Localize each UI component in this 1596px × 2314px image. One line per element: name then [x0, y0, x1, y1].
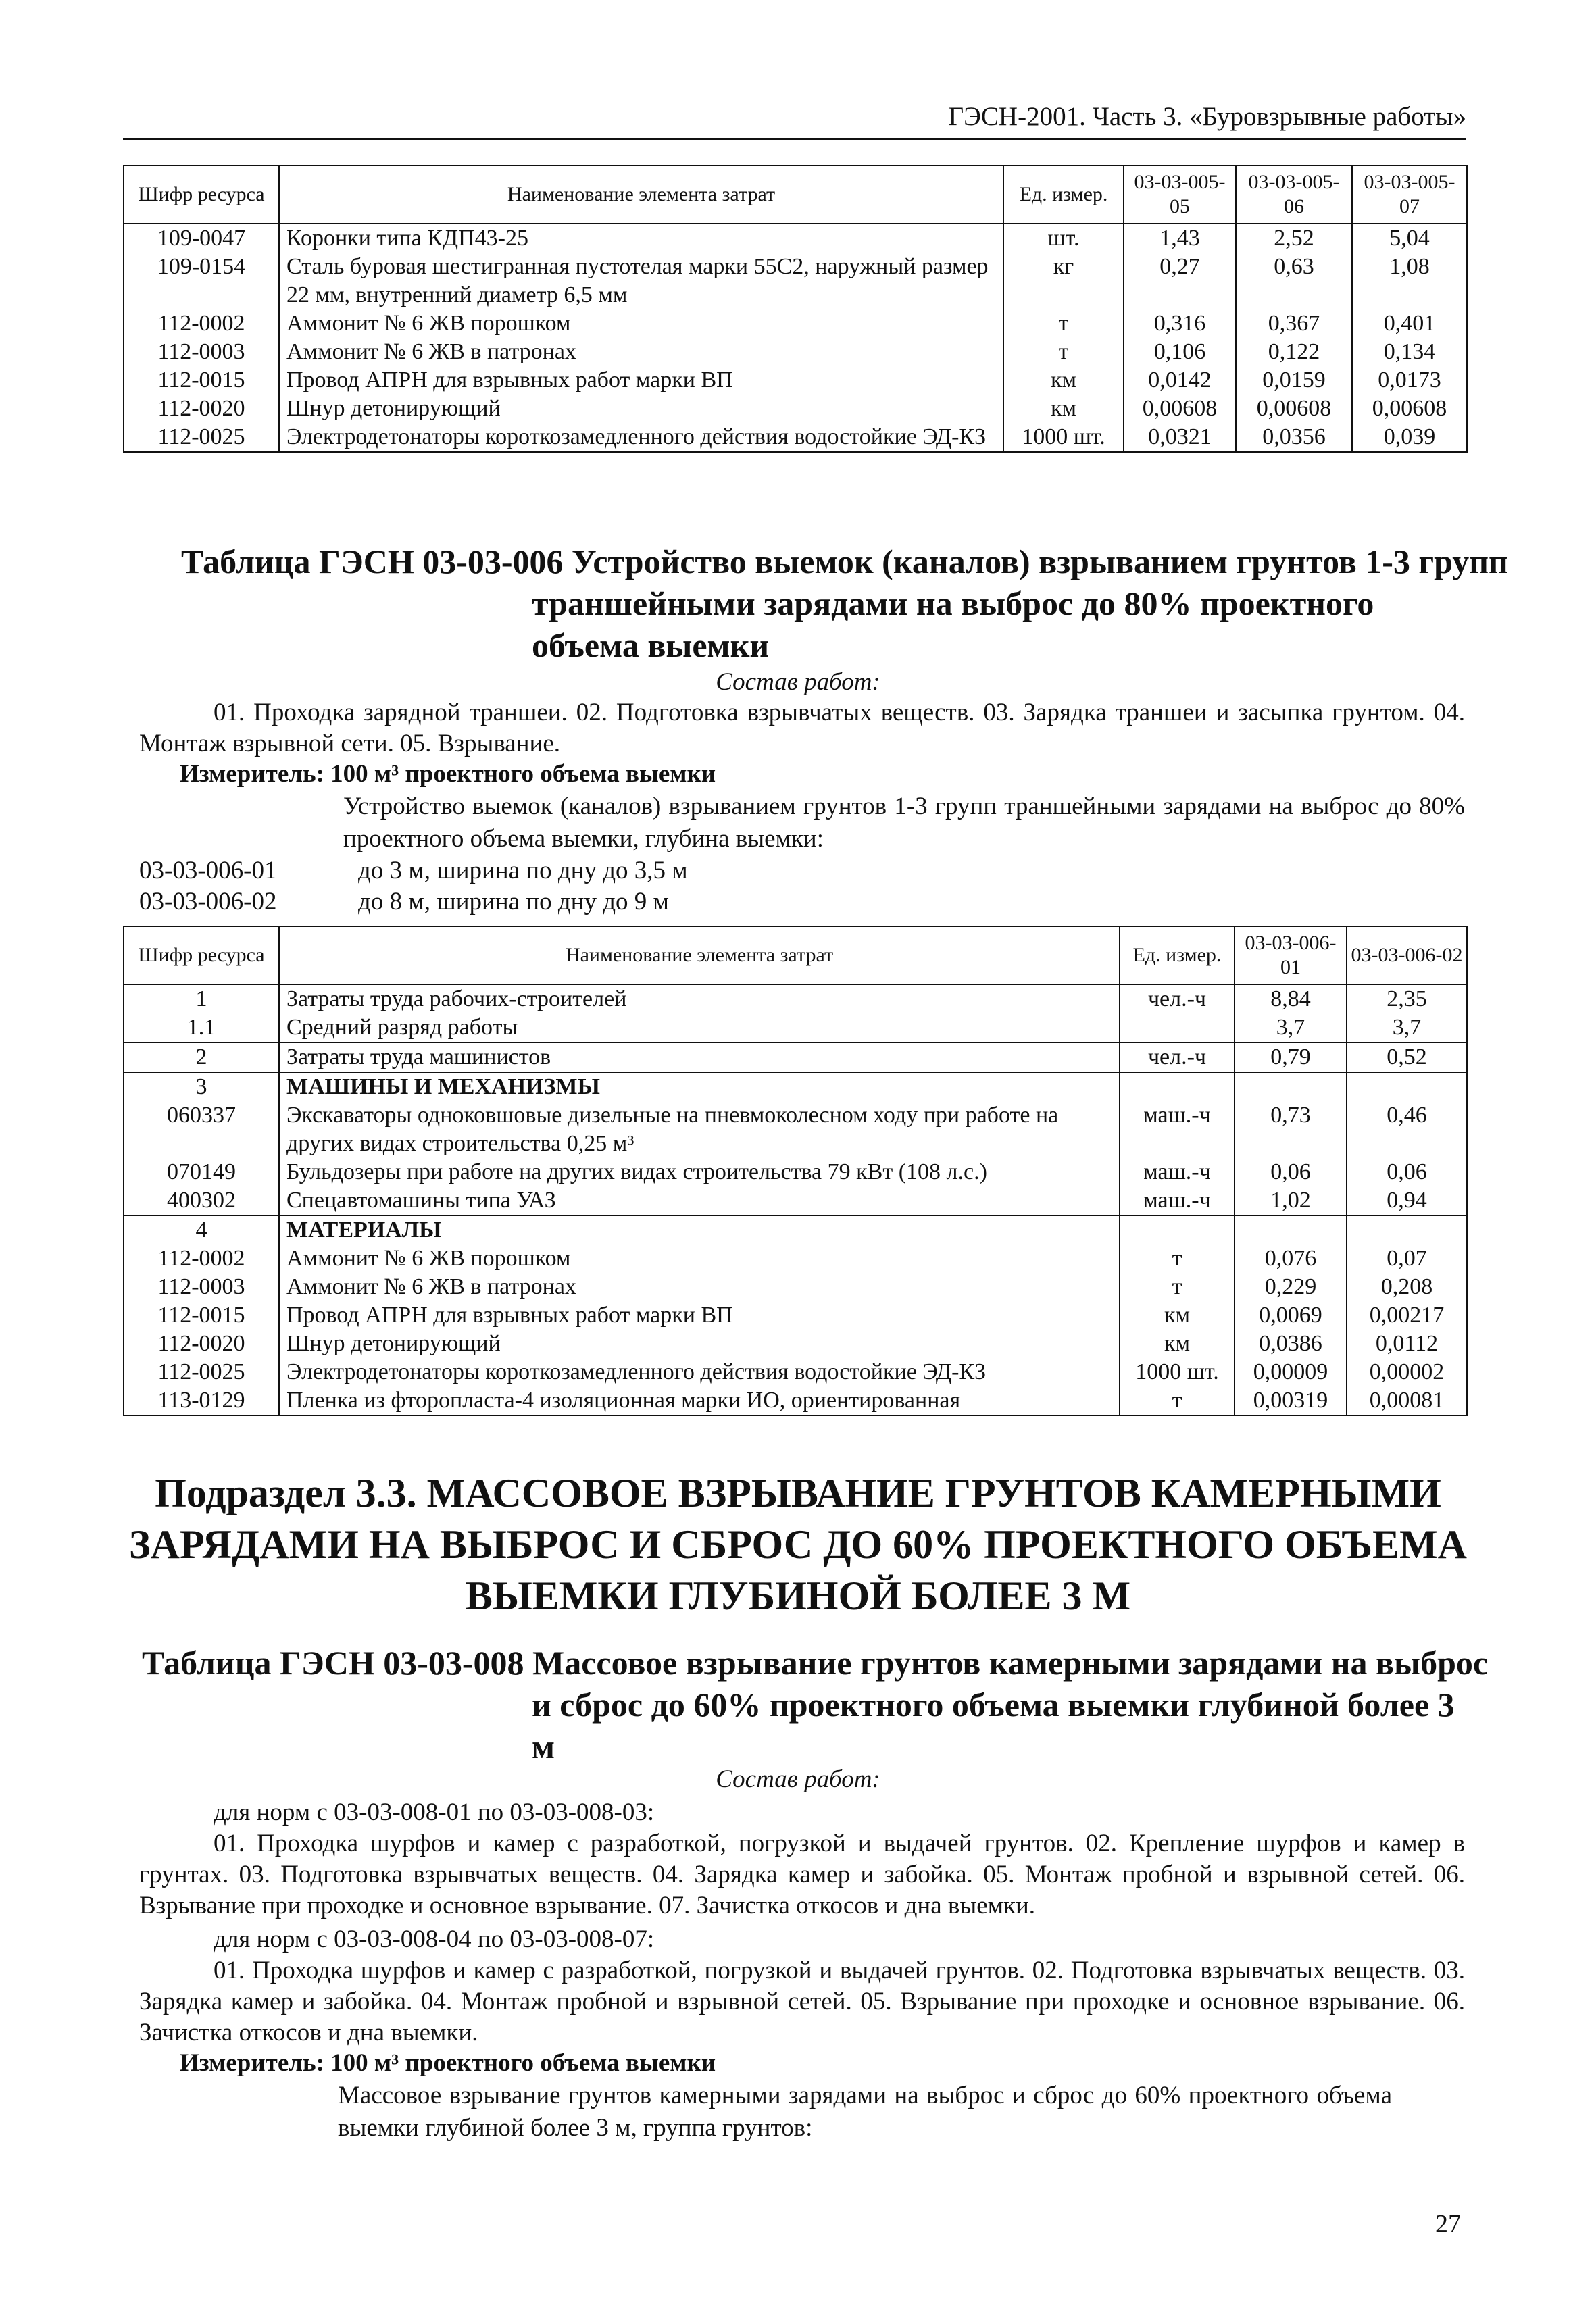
norm-value: 0,00319 — [1235, 1386, 1347, 1415]
table-row — [124, 1042, 1467, 1072]
resource-code: 112-0020 — [124, 395, 279, 423]
norm-value: 0,039 — [1352, 423, 1467, 452]
unit: км — [1120, 1330, 1235, 1358]
resource-name: МАШИНЫ И МЕХАНИЗМЫ — [279, 1072, 1120, 1101]
table-row — [124, 395, 1467, 423]
norm-value — [1235, 1072, 1347, 1101]
col-header-unit: Ед. измер. — [1003, 166, 1124, 224]
resource-code: 112-0003 — [124, 338, 279, 366]
resource-code: 112-0003 — [124, 1273, 279, 1301]
works-group-label: для норм с 03-03-008-04 по 03-03-008-07: — [214, 1926, 655, 1953]
table-row — [124, 1330, 1467, 1358]
header-rule — [123, 138, 1466, 140]
table-row — [124, 1244, 1467, 1273]
resource-name: Провод АПРН для взрывных работ марки ВП — [279, 1301, 1120, 1330]
resource-code: 2 — [124, 1042, 279, 1072]
works-label: Состав работ: — [716, 1765, 880, 1793]
unit: маш.-ч — [1120, 1158, 1235, 1186]
table-row — [124, 366, 1467, 395]
norm-value: 0,0112 — [1347, 1330, 1467, 1358]
unit: км — [1003, 366, 1124, 395]
table-row — [124, 309, 1467, 338]
norm-text: до 3 м, ширина по дну до 3,5 м — [358, 857, 688, 884]
resource-name: Шнур детонирующий — [279, 1330, 1120, 1358]
norm-value: 0,122 — [1236, 338, 1352, 366]
norm-value: 0,0386 — [1235, 1330, 1347, 1358]
norm-code: 03-03-006-02 — [139, 888, 277, 915]
norm-value — [1347, 1072, 1467, 1101]
col-header-norm: 03-03-005-07 — [1352, 166, 1467, 224]
norm-value: 0,52 — [1347, 1042, 1467, 1072]
measure-unit: Измеритель: 100 м³ проектного объема выемки — [180, 760, 716, 788]
resource-code: 4 — [124, 1215, 279, 1244]
norm-value: 0,208 — [1347, 1273, 1467, 1301]
table-row — [124, 423, 1467, 452]
table-title-006-line1: Таблица ГЭСН 03-03-006 Устройство выемок (каналов) взрыванием грунтов 1-3 групп — [181, 543, 1508, 580]
norm-value: 0,401 — [1352, 309, 1467, 338]
norm-value: 0,0069 — [1235, 1301, 1347, 1330]
norm-value: 1,43 — [1124, 224, 1236, 253]
unit: т — [1003, 338, 1124, 366]
resource-name: МАТЕРИАЛЫ — [279, 1215, 1120, 1244]
subsection-title-line1: Подраздел 3.3. МАССОВОЕ ВЗРЫВАНИЕ ГРУНТОВ КАМЕРНЫМИ — [155, 1471, 1441, 1515]
table-row — [124, 1158, 1467, 1186]
works-label: Состав работ: — [716, 668, 880, 696]
table-title-006-line2: траншейными зарядами на выброс до 80% проектного — [532, 584, 1374, 622]
norm-value: 0,63 — [1236, 253, 1352, 309]
unit: кг — [1003, 253, 1124, 309]
norm-value: 0,0159 — [1236, 366, 1352, 395]
works-group-label: для норм с 03-03-008-01 по 03-03-008-03: — [214, 1799, 655, 1826]
table-title-008-line1: Таблица ГЭСН 03-03-008 Массовое взрывание грунтов камерными зарядами на выброс — [142, 1644, 1489, 1682]
norm-value: 0,0321 — [1124, 423, 1236, 452]
table-row — [124, 1301, 1467, 1330]
norm-value: 0,134 — [1352, 338, 1467, 366]
norm-description: Устройство выемок (каналов) взрыванием грунтов 1-3 групп траншейными зарядами на выброс до 80% проектного объема выемки, глубина выемки: — [343, 793, 1465, 853]
resource-code: 1 — [124, 984, 279, 1013]
col-header-code: Шифр ресурса — [124, 166, 279, 224]
norm-value: 0,367 — [1236, 309, 1352, 338]
col-header-norm: 03-03-006-01 — [1235, 926, 1347, 984]
resource-name: Затраты труда рабочих-строителей — [279, 984, 1120, 1013]
unit: 1000 шт. — [1120, 1358, 1235, 1386]
measure-unit: Измеритель: 100 м³ проектного объема выемки — [180, 2049, 716, 2077]
col-header-name: Наименование элемента затрат — [279, 926, 1120, 984]
norm-value: 2,52 — [1236, 224, 1352, 253]
resource-name: Бульдозеры при работе на других видах строительства 79 кВт (108 л.с.) — [279, 1158, 1120, 1186]
resource-name: Спецавтомашины типа УАЗ — [279, 1186, 1120, 1215]
norm-value: 0,00009 — [1235, 1358, 1347, 1386]
table-row — [124, 253, 1467, 309]
resource-name: Экскаваторы одноковшовые дизельные на пневмоколесном ходу при работе на других видах строительства 0,25 м³ — [279, 1101, 1120, 1158]
norm-value: 0,94 — [1347, 1186, 1467, 1215]
unit: чел.-ч — [1120, 984, 1235, 1013]
works-text: 01. Проходка зарядной траншеи. 02. Подготовка взрывчатых веществ. 03. Зарядка траншеи и засыпка грунтом. 04. Монтаж взрывной сети. 05. Взрывание. — [139, 699, 1465, 757]
resource-name: Аммонит № 6 ЖВ в патронах — [279, 338, 1003, 366]
norm-value: 0,0173 — [1352, 366, 1467, 395]
page-number: 27 — [1435, 2210, 1461, 2238]
table-header-row — [124, 926, 1467, 984]
table-row — [124, 1072, 1467, 1101]
table-header-row — [124, 166, 1467, 224]
norm-value: 0,06 — [1347, 1158, 1467, 1186]
col-header-norm: 03-03-005-06 — [1236, 166, 1352, 224]
norm-value: 0,00608 — [1236, 395, 1352, 423]
works-group-text: 01. Проходка шурфов и камер с разработкой, погрузкой и выдачей грунтов. 02. Крепление шурфов и камер в грунтах. 03. Подготовка взрывчатых веществ. 04. Зарядка камер и забойка. 05. Монтаж пробной и взрывной сетей. 06. Взрывание при проходке и основное взрывание. 07. Зачистка откосов и дна выемки. — [139, 1830, 1465, 1919]
norm-value: 0,00217 — [1347, 1301, 1467, 1330]
norm-value: 3,7 — [1235, 1013, 1347, 1042]
col-header-unit: Ед. измер. — [1120, 926, 1235, 984]
resource-name: Затраты труда машинистов — [279, 1042, 1120, 1072]
norm-value — [1347, 1215, 1467, 1244]
norm-value: 0,106 — [1124, 338, 1236, 366]
unit: чел.-ч — [1120, 1042, 1235, 1072]
table-row — [124, 1273, 1467, 1301]
resource-code: 112-0025 — [124, 1358, 279, 1386]
norm-text: до 8 м, ширина по дну до 9 м — [358, 888, 669, 915]
norm-value: 5,04 — [1352, 224, 1467, 253]
unit — [1120, 1215, 1235, 1244]
norm-code: 03-03-006-01 — [139, 857, 277, 884]
norm-value: 2,35 — [1347, 984, 1467, 1013]
resource-name: Провод АПРН для взрывных работ марки ВП — [279, 366, 1003, 395]
col-header-norm: 03-03-006-02 — [1347, 926, 1467, 984]
resource-name: Аммонит № 6 ЖВ в патронах — [279, 1273, 1120, 1301]
unit: 1000 шт. — [1003, 423, 1124, 452]
norm-value: 0,0356 — [1236, 423, 1352, 452]
resource-code: 112-0025 — [124, 423, 279, 452]
unit: т — [1120, 1273, 1235, 1301]
unit: шт. — [1003, 224, 1124, 253]
subsection-title-line3: ВЫЕМКИ ГЛУБИНОЙ БОЛЕЕ 3 М — [465, 1574, 1131, 1618]
norm-value: 0,73 — [1235, 1101, 1347, 1158]
unit: т — [1120, 1244, 1235, 1273]
norm-value: 0,229 — [1235, 1273, 1347, 1301]
resource-code: 400302 — [124, 1186, 279, 1215]
resource-code: 060337 — [124, 1101, 279, 1158]
resource-code: 112-0015 — [124, 1301, 279, 1330]
resource-code: 1.1 — [124, 1013, 279, 1042]
col-header-norm: 03-03-005-05 — [1124, 166, 1236, 224]
unit: км — [1120, 1301, 1235, 1330]
norm-value: 8,84 — [1235, 984, 1347, 1013]
unit: т — [1120, 1386, 1235, 1415]
norm-value: 0,00608 — [1124, 395, 1236, 423]
table-row — [124, 984, 1467, 1013]
resource-name: Аммонит № 6 ЖВ порошком — [279, 1244, 1120, 1273]
col-header-name: Наименование элемента затрат — [279, 166, 1003, 224]
unit — [1120, 1072, 1235, 1101]
norm-value: 0,46 — [1347, 1101, 1467, 1158]
resource-name: Пленка из фторопласта-4 изоляционная марки ИО, ориентированная — [279, 1386, 1120, 1415]
col-header-code: Шифр ресурса — [124, 926, 279, 984]
table-row — [124, 224, 1467, 253]
table-row — [124, 1358, 1467, 1386]
table-title-008-line3: м — [532, 1728, 555, 1765]
resource-code: 112-0002 — [124, 1244, 279, 1273]
norm-value: 0,27 — [1124, 253, 1236, 309]
subsection-title-line2: ЗАРЯДАМИ НА ВЫБРОС И СБРОС ДО 60% ПРОЕКТНОГО ОБЪЕМА — [129, 1522, 1467, 1567]
resource-table-006 — [123, 926, 1468, 1416]
table-row — [124, 338, 1467, 366]
resource-name: Коронки типа КДП43-25 — [279, 224, 1003, 253]
norm-value: 1,02 — [1235, 1186, 1347, 1215]
table-row — [124, 1013, 1467, 1042]
norm-value: 0,316 — [1124, 309, 1236, 338]
resource-code: 113-0129 — [124, 1386, 279, 1415]
resource-code: 3 — [124, 1072, 279, 1101]
norm-value — [1235, 1215, 1347, 1244]
resource-name: Электродетонаторы короткозамедленного действия водостойкие ЭД-КЗ — [279, 423, 1003, 452]
resource-name: Аммонит № 6 ЖВ порошком — [279, 309, 1003, 338]
norm-value: 0,076 — [1235, 1244, 1347, 1273]
running-header: ГЭСН-2001. Часть 3. «Буровзрывные работы» — [948, 102, 1466, 131]
norm-value: 0,0142 — [1124, 366, 1236, 395]
norm-description: Массовое взрывание грунтов камерными зарядами на выброс и сброс до 60% проектного объема выемки глубиной более 3 м, группа грунтов: — [338, 2082, 1392, 2142]
resource-name: Средний разряд работы — [279, 1013, 1120, 1042]
unit: маш.-ч — [1120, 1186, 1235, 1215]
resource-code: 109-0154 — [124, 253, 279, 309]
works-group-text: 01. Проходка шурфов и камер с разработкой, погрузкой и выдачей грунтов. 02. Подготовка взрывчатых веществ. 03. Зарядка камер и забойка. 04. Монтаж пробной и взрывной сетей. 05. Взрывание при проходке и основное взрывание. 06. Зачистка откосов и дна выемки. — [139, 1957, 1465, 2046]
resource-code: 109-0047 — [124, 224, 279, 253]
norm-value: 0,00002 — [1347, 1358, 1467, 1386]
resource-name: Сталь буровая шестигранная пустотелая марки 55С2, наружный размер 22 мм, внутренний диаметр 6,5 мм — [279, 253, 1003, 309]
resource-code: 112-0002 — [124, 309, 279, 338]
unit: т — [1003, 309, 1124, 338]
norm-value: 0,00608 — [1352, 395, 1467, 423]
table-row — [124, 1186, 1467, 1215]
norm-value: 0,79 — [1235, 1042, 1347, 1072]
table-title-006-line3: объема выемки — [532, 626, 770, 664]
norm-value: 1,08 — [1352, 253, 1467, 309]
table-row — [124, 1101, 1467, 1158]
unit: км — [1003, 395, 1124, 423]
resource-code: 112-0020 — [124, 1330, 279, 1358]
resource-code: 112-0015 — [124, 366, 279, 395]
norm-value: 3,7 — [1347, 1013, 1467, 1042]
table-row — [124, 1215, 1467, 1244]
norm-value: 0,06 — [1235, 1158, 1347, 1186]
unit — [1120, 1013, 1235, 1042]
resource-code: 070149 — [124, 1158, 279, 1186]
unit: маш.-ч — [1120, 1101, 1235, 1158]
table-row — [124, 1386, 1467, 1415]
norm-value: 0,00081 — [1347, 1386, 1467, 1415]
resource-name: Электродетонаторы короткозамедленного действия водостойкие ЭД-КЗ — [279, 1358, 1120, 1386]
norm-value: 0,07 — [1347, 1244, 1467, 1273]
resource-name: Шнур детонирующий — [279, 395, 1003, 423]
table-title-008-line2: и сброс до 60% проектного объема выемки глубиной более 3 — [532, 1686, 1455, 1724]
resource-table-005 — [123, 165, 1468, 453]
